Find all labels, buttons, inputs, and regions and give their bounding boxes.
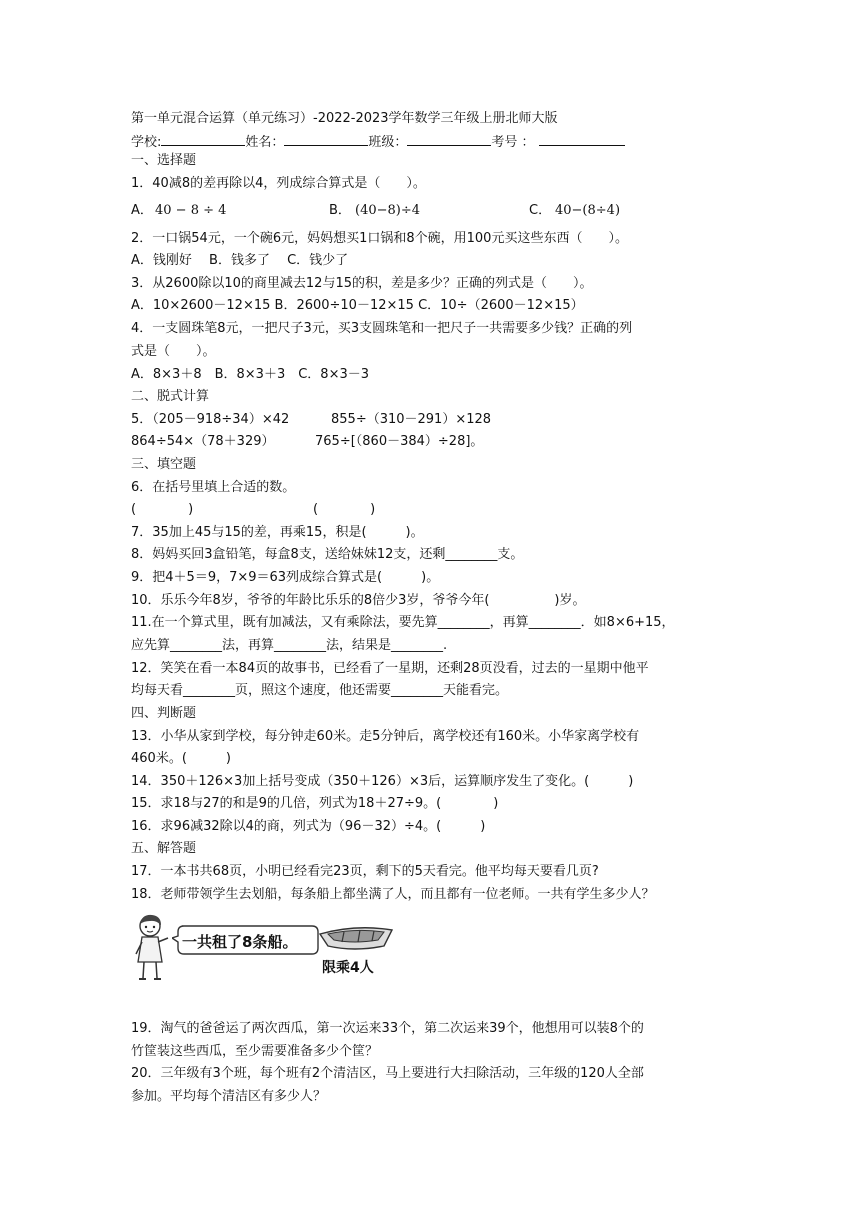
option-b-label: B． — [329, 203, 351, 218]
question-20-line-1: 20．三年级有3个班，每个班有2个清洁区，马上要进行大扫除活动，三年级的120人全部 — [131, 1066, 644, 1081]
question-5-line-2 — [131, 434, 691, 452]
answer-blank[interactable]: ( ) — [131, 502, 194, 517]
speech-bubble-text: 一共租了8条船。 — [182, 933, 298, 951]
exam-no-label: 考号 ： — [491, 135, 535, 150]
question-3-options: A．10×2600－12×15 B．2600÷10－12×15 C．10÷（2600－12×15） — [131, 298, 584, 313]
section-heading: 四、判断题 — [131, 706, 197, 721]
question-4-options: A．8×3＋8 B．8×3＋3 C．8×3－3 — [131, 367, 370, 382]
section-heading: 二、脱式计算 — [131, 389, 210, 404]
question-1-options — [131, 203, 691, 221]
expression: 855÷（310－291）×128 — [331, 412, 492, 427]
question-19-line-2: 竹筐装这些西瓜，至少需要准备多少个筐？ — [131, 1044, 379, 1059]
question-13-line-2: 460米。( ) — [131, 751, 231, 766]
name-blank[interactable] — [284, 133, 368, 146]
boat-illustration — [318, 918, 394, 956]
question-10: 10．乐乐今年8岁，爷爷的年龄比乐乐的8倍少3岁，爷爷今年( )岁。 — [131, 593, 586, 608]
section-heading: 五、解答题 — [131, 841, 197, 856]
question-2-options: A．钱刚好 B．钱多了 C．钱少了 — [131, 253, 349, 268]
option-a-expression: 40 − 8 ÷ 4 — [155, 203, 227, 218]
question-8: 8．妈妈买回3盒铅笔，每盒8支，送给妹妹12支，还剩________支。 — [131, 547, 524, 562]
question-14: 14．350＋126×3加上括号变成（350＋126）×3后，运算顺序发生了变化。( ) — [131, 774, 634, 789]
answer-blank[interactable]: ( ) — [313, 502, 376, 517]
question-2: 2．一口锅54元，一个碗6元，妈妈想买1口锅和8个碗，用100元买这些东西（ ）。 — [131, 231, 628, 246]
question-4-line-1: 4．一支圆珠笔8元，一把尺子3元，买3支圆珠笔和一把尺子一共需要多少钱？正确的列 — [131, 321, 633, 336]
question-7: 7．35加上45与15的差，再乘15，积是( )。 — [131, 525, 424, 540]
exam-no-blank[interactable] — [539, 133, 625, 146]
option-c-expression: 40−(8÷4) — [555, 203, 621, 218]
name-label: 姓名： — [245, 135, 285, 150]
option-b-expression: (40−8)÷4 — [355, 203, 421, 218]
question-11-line-1: 11.在一个算式里，既有加减法，又有乘除法，要先算________，再算________．如8×6+15， — [131, 615, 675, 630]
question-12-line-2: 均每天看________页，照这个速度，他还需要________天能看完。 — [131, 683, 509, 698]
question-1: 1．40减8的差再除以4，列成综合算式是（ ）。 — [131, 176, 426, 191]
question-12-line-1: 12．笑笑在看一本84页的故事书，已经看了一星期，还剩28页没看，过去的一星期中他平 — [131, 661, 649, 676]
section-heading: 一、选择题 — [131, 153, 197, 168]
question-9: 9．把4＋5＝9，7×9＝63列成综合算式是( )。 — [131, 570, 440, 585]
question-18: 18．老师带领学生去划船，每条船上都坐满了人，而且都有一位老师。一共有学生多少人？ — [131, 887, 655, 902]
question-6-blanks — [131, 502, 691, 520]
option-a-label: A． — [131, 203, 153, 218]
question-13-line-1: 13．小华从家到学校，每分钟走60米。走5分钟后，离学校还有160米。小华家离学校有 — [131, 729, 640, 744]
girl-illustration — [128, 912, 176, 984]
class-label: 班级： — [368, 135, 408, 150]
question-11-line-2: 应先算________法，再算________法，结果是________. — [131, 638, 448, 653]
question-16: 16．求96减32除以4的商，列式为（96－32）÷4。( ) — [131, 819, 486, 834]
expression: 5．（205－918÷34）×42 — [131, 412, 290, 427]
question-19-line-1: 19．淘气的爸爸运了两次西瓜，第一次运来33个，第二次运来39个，他想用可以装8个的 — [131, 1021, 644, 1036]
section-heading: 三、填空题 — [131, 457, 197, 472]
school-blank[interactable] — [161, 133, 245, 146]
question-3: 3．从2600除以10的商里减去12与15的积，差是多少？正确的列式是（ ）。 — [131, 276, 593, 291]
boat-capacity-label: 限乘4人 — [322, 960, 374, 976]
question-17: 17．一本书共68页，小明已经看完23页，剩下的5天看完。他平均每天要看几页? — [131, 864, 599, 879]
option-c-label: C． — [529, 203, 552, 218]
school-label: 学校: — [131, 135, 162, 150]
expression: 765÷[（860－384）÷28]。 — [315, 434, 484, 449]
expression: 864÷54×（78＋329） — [131, 434, 275, 449]
class-blank[interactable] — [407, 133, 491, 146]
question-15: 15．求18与27的和是9的几倍，列式为18＋27÷9。( ) — [131, 796, 499, 811]
question-20-line-2: 参加。平均每个清洁区有多少人？ — [131, 1089, 327, 1104]
question-4-line-2: 式是（ ）。 — [131, 344, 216, 359]
question-6: 6．在括号里填上合适的数。 — [131, 480, 296, 495]
header-fields — [131, 133, 625, 151]
question-5-line-1 — [131, 412, 691, 430]
page-title: 第一单元混合运算（单元练习）-2022-2023学年数学三年级上册北师大版 — [131, 111, 558, 126]
